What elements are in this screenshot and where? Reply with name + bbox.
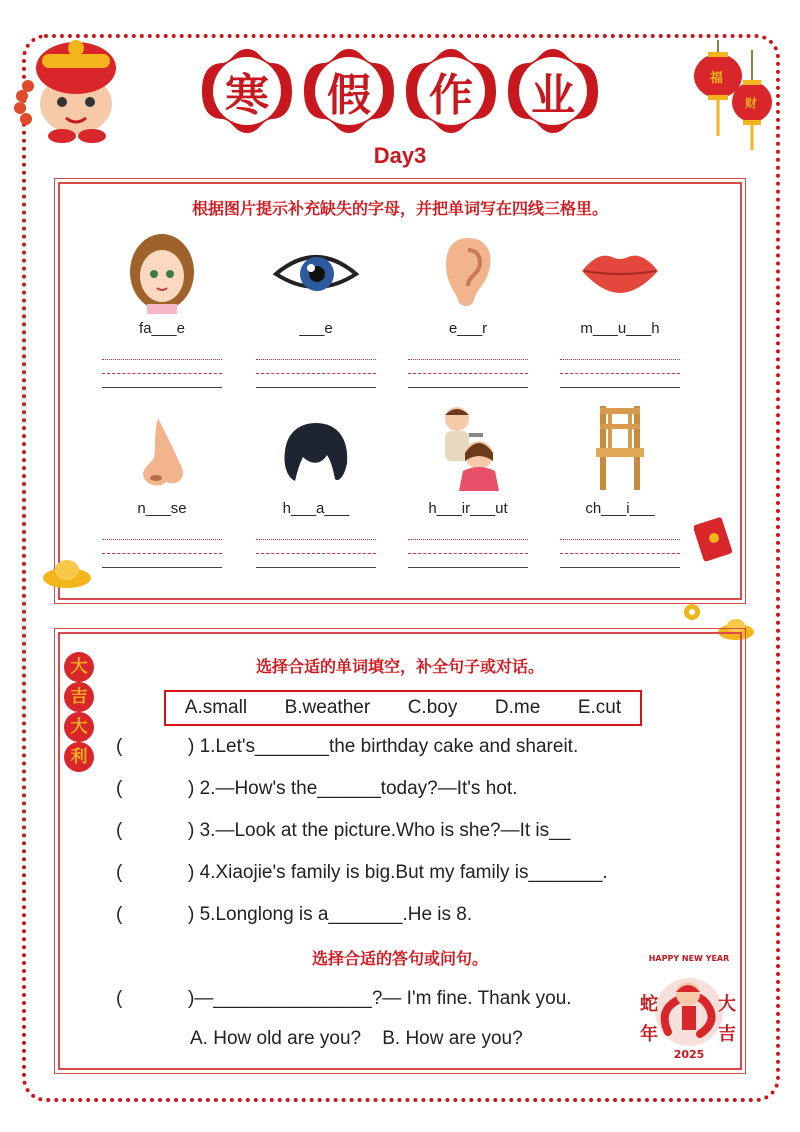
title-char-1: 寒 bbox=[199, 46, 295, 136]
answer-slot[interactable]: ( bbox=[116, 778, 123, 799]
option-a: A.small bbox=[184, 697, 248, 718]
title-char-4: 业 bbox=[505, 46, 601, 136]
section2-instruction: 选择合适的单词填空，补全句子或对话。 bbox=[255, 657, 544, 676]
title-char-2: 假 bbox=[301, 46, 397, 136]
word-blank-ear: e___r bbox=[448, 320, 488, 337]
title-char-3: 作 bbox=[403, 46, 499, 136]
question-row-4 bbox=[116, 862, 608, 884]
word-blank-haircut: h___ir___ut bbox=[428, 500, 508, 517]
word-card bbox=[558, 400, 682, 568]
banner-char-1: 大 bbox=[64, 652, 94, 682]
option-d: D.me bbox=[494, 697, 541, 718]
haircut-icon bbox=[406, 400, 530, 494]
lucky-banner bbox=[62, 652, 98, 772]
banner-char-3: 大 bbox=[64, 712, 94, 742]
page-title bbox=[0, 46, 800, 136]
question-row-6 bbox=[116, 988, 572, 1010]
question-row-1 bbox=[116, 736, 578, 758]
section3-instruction: 选择合适的答句或问句。 bbox=[311, 949, 488, 968]
writing-lines[interactable] bbox=[100, 346, 224, 388]
day-label: Day3 bbox=[373, 143, 427, 168]
word-blank-mouth: m___u___h bbox=[580, 320, 660, 337]
writing-lines[interactable] bbox=[406, 526, 530, 568]
word-options bbox=[164, 690, 642, 726]
question-text: ) 2.—How's the______today?—It's hot. bbox=[188, 778, 518, 799]
answer-slot[interactable]: ( bbox=[116, 988, 123, 1009]
option-b: B.weather bbox=[284, 697, 371, 718]
writing-lines[interactable] bbox=[100, 526, 224, 568]
word-blank-nose: n___se bbox=[137, 500, 187, 517]
badge-right-1: 大 bbox=[718, 994, 736, 1015]
gold-ingot-icon bbox=[40, 554, 94, 594]
word-blank-hair: h___a___ bbox=[282, 500, 350, 517]
badge-year: 2025 bbox=[673, 1048, 705, 1061]
word-blank-face: fa___e bbox=[139, 320, 185, 337]
writing-lines[interactable] bbox=[254, 526, 378, 568]
word-card bbox=[254, 230, 378, 388]
answer-slot[interactable]: ( bbox=[116, 862, 123, 883]
answer-slot[interactable]: ( bbox=[116, 736, 123, 757]
question-text: ) 3.—Look at the picture.Who is she?—It is__ bbox=[188, 820, 571, 841]
word-card bbox=[558, 230, 682, 388]
badge-left-2: 年 bbox=[640, 1024, 658, 1045]
banner-char-2: 吉 bbox=[64, 682, 94, 712]
lips-icon bbox=[558, 230, 682, 314]
question-text: ) 5.Longlong is a_______.He is 8. bbox=[188, 904, 473, 925]
badge-left-1: 蛇 bbox=[640, 994, 658, 1015]
word-card bbox=[100, 410, 224, 568]
banner-char-4: 利 bbox=[64, 742, 94, 772]
option-e: E.cut bbox=[577, 697, 622, 718]
snake-year-badge bbox=[638, 950, 740, 1068]
answer-slot[interactable]: ( bbox=[116, 904, 123, 925]
word-card bbox=[254, 410, 378, 568]
lantern-char-2: 财 bbox=[745, 96, 758, 110]
word-card bbox=[406, 400, 530, 568]
answer-options: A. How old are you? B. How are you? bbox=[190, 1028, 523, 1049]
writing-lines[interactable] bbox=[254, 346, 378, 388]
nose-icon bbox=[100, 410, 224, 494]
answer-slot[interactable]: ( bbox=[116, 820, 123, 841]
red-envelope-icon bbox=[694, 516, 738, 566]
writing-lines[interactable] bbox=[406, 346, 530, 388]
badge-right-2: 吉 bbox=[718, 1024, 736, 1045]
word-card bbox=[100, 230, 224, 388]
question-text: ) 4.Xiaojie's family is big.But my family is_______. bbox=[188, 862, 608, 883]
writing-lines[interactable] bbox=[558, 346, 682, 388]
option-c: C.boy bbox=[407, 697, 458, 718]
question-row-2 bbox=[116, 778, 517, 800]
chair-icon bbox=[558, 400, 682, 494]
hair-icon bbox=[254, 410, 378, 494]
lantern-char-1: 福 bbox=[710, 71, 724, 86]
question-text: )—_______________?— I'm fine. Thank you. bbox=[188, 988, 572, 1009]
question-row-3 bbox=[116, 820, 570, 842]
word-blank-chair: ch___i___ bbox=[585, 500, 655, 517]
question-row-5 bbox=[116, 904, 472, 926]
word-card bbox=[406, 230, 530, 388]
eye-icon bbox=[254, 230, 378, 314]
badge-top-text: HAPPY NEW YEAR bbox=[648, 954, 730, 963]
word-blank-eye: ___e bbox=[299, 320, 333, 337]
girl-face-icon bbox=[100, 230, 224, 314]
question-text: ) 1.Let's_______the birthday cake and shareit. bbox=[188, 736, 579, 757]
section1-instruction: 根据图片提示补充缺失的字母，并把单词写在四线三格里。 bbox=[191, 199, 608, 218]
ear-icon bbox=[406, 230, 530, 314]
writing-lines[interactable] bbox=[558, 526, 682, 568]
